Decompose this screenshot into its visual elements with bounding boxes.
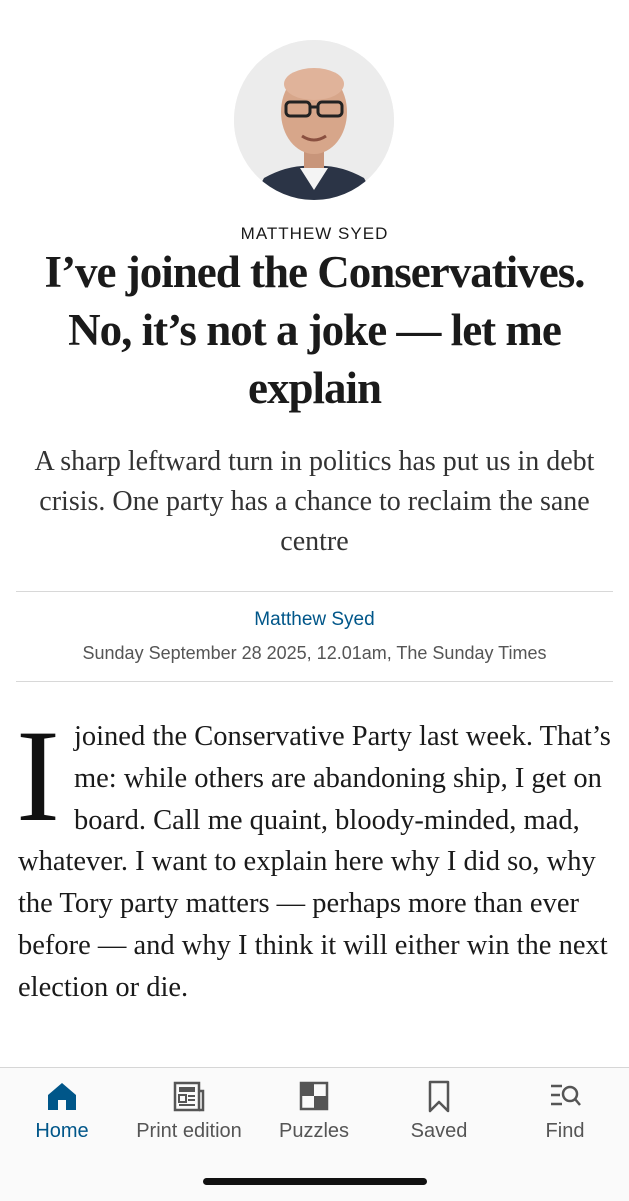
puzzle-grid-icon: [296, 1078, 332, 1114]
tab-label: Find: [545, 1120, 585, 1142]
tab-label: Home: [35, 1120, 89, 1142]
tab-saved[interactable]: [389, 1068, 489, 1158]
divider: [16, 681, 613, 682]
tab-home[interactable]: [12, 1068, 112, 1158]
tab-puzzles[interactable]: [264, 1068, 364, 1158]
home-icon: [44, 1078, 80, 1114]
dateline: Sunday September 28 2025, 12.01am, The Sunday Times: [82, 643, 547, 663]
article-headline: I’ve joined the Conservatives. No, it’s not a joke — let me explain: [44, 247, 585, 413]
article-body: [16, 702, 612, 1009]
tab-label: Saved: [410, 1120, 468, 1142]
newspaper-icon: [171, 1078, 207, 1114]
drop-cap: I: [16, 702, 60, 849]
tab-label: Print edition: [136, 1120, 242, 1142]
divider: [16, 591, 613, 592]
author-kicker: MATTHEW SYED: [240, 224, 389, 243]
tab-print-edition[interactable]: [124, 1068, 254, 1158]
byline-author-link[interactable]: Matthew Syed: [254, 609, 375, 630]
search-list-icon: [547, 1078, 583, 1114]
first-paragraph: joined the Conservative Party last week. That’s me: while others are abandoning ship, I get on board. Call me quaint, bloody-minded, mad, whatever. I want to explain here why I did so, why the Tory party matters — perhaps more than ever before — and why I think it will either win the next election or die.: [18, 721, 611, 1003]
tab-label: Puzzles: [278, 1120, 350, 1142]
bookmark-icon: [421, 1078, 457, 1114]
article-standfirst: A sharp leftward turn in politics has put us in debt crisis. One party has a chance to reclaim the sane centre: [34, 446, 595, 557]
author-avatar: [234, 40, 394, 200]
home-indicator[interactable]: [203, 1178, 427, 1185]
tab-find[interactable]: [515, 1068, 615, 1158]
